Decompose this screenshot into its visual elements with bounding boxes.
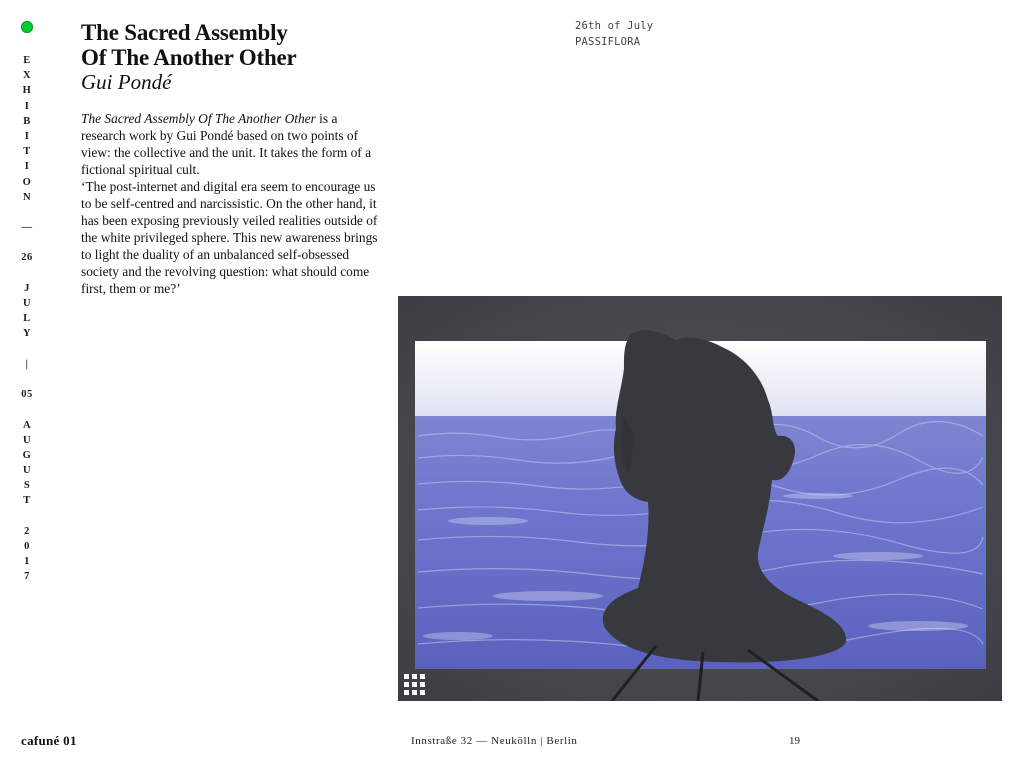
vertical-char: N [22, 191, 32, 203]
title-block [81, 20, 381, 94]
description-lead-text: is a research work by Gui Pondé based on two points of view: the collective and the unit. It takes the form of a fictional spiritual cult. [81, 111, 372, 177]
publication-name: cafuné 01 [21, 733, 77, 748]
vertical-char: 7 [24, 571, 30, 583]
exhibition-dates-vertical [12, 53, 42, 585]
venue-address: Innstraße 32 — Neukölln | Berlin [411, 735, 578, 747]
vertical-char: O [22, 176, 32, 188]
vertical-char: U [22, 298, 32, 309]
vertical-char: 05 [21, 389, 33, 401]
status-indicator [21, 21, 33, 33]
vertical-char [12, 235, 42, 250]
vertical-char: B [23, 115, 31, 127]
vertical-char: — [21, 222, 33, 234]
exhibition-title-line-1: The Sacred Assembly [81, 20, 288, 45]
vertical-char: Y [22, 328, 32, 340]
artwork-illustration [398, 296, 1002, 701]
exhibition-date: 26th of July [575, 20, 654, 32]
vertical-char: T [23, 146, 31, 158]
vertical-char: 1 [24, 556, 30, 568]
vertical-char: I [24, 161, 30, 173]
vertical-char [12, 342, 42, 357]
vertical-char: S [23, 480, 31, 492]
vertical-char [12, 509, 42, 524]
vertical-char: T [23, 495, 31, 507]
page-number: 19 [789, 735, 800, 747]
description-quote: ‘The post-internet and digital era seem to encourage us to be self-centred and narcissistic. On the other hand, it has been exposing previously veiled realities outside of the white privileged sphere. This new awareness brings to light the duality of an unbalanced self-obsessed society and the revolving question: what should come first, them or me?’ [81, 179, 378, 296]
vertical-char: J [24, 282, 30, 294]
artwork-photo [398, 296, 1002, 701]
description-paragraph [81, 110, 381, 178]
vertical-char: X [22, 70, 32, 82]
venue-name: PASSIFLORA [575, 35, 641, 48]
vertical-char: E [23, 55, 31, 66]
grid-menu-icon[interactable] [404, 674, 425, 695]
vertical-char: G [22, 449, 32, 461]
vertical-char [12, 402, 42, 417]
exhibition-description [81, 110, 381, 297]
vertical-char: A [22, 419, 32, 431]
vertical-char: 0 [24, 541, 30, 552]
vertical-char: I [24, 130, 30, 142]
vertical-char [12, 266, 42, 281]
description-lead-title: The Sacred Assembly Of The Another Other [81, 111, 316, 126]
vertical-char: 26 [21, 252, 33, 264]
vertical-char [12, 205, 42, 220]
artist-name: Gui Pondé [81, 70, 172, 94]
vertical-char: H [22, 85, 32, 97]
vertical-char: I [24, 100, 30, 112]
vertical-char: U [22, 434, 32, 446]
vertical-char: L [23, 313, 31, 325]
vertical-char: 2 [24, 525, 30, 537]
date-venue-meta [575, 19, 653, 50]
vertical-char [12, 372, 42, 387]
exhibition-title-line-2: Of The Another Other [81, 45, 297, 70]
vertical-char: U [22, 465, 32, 477]
vertical-char: | [25, 358, 29, 370]
